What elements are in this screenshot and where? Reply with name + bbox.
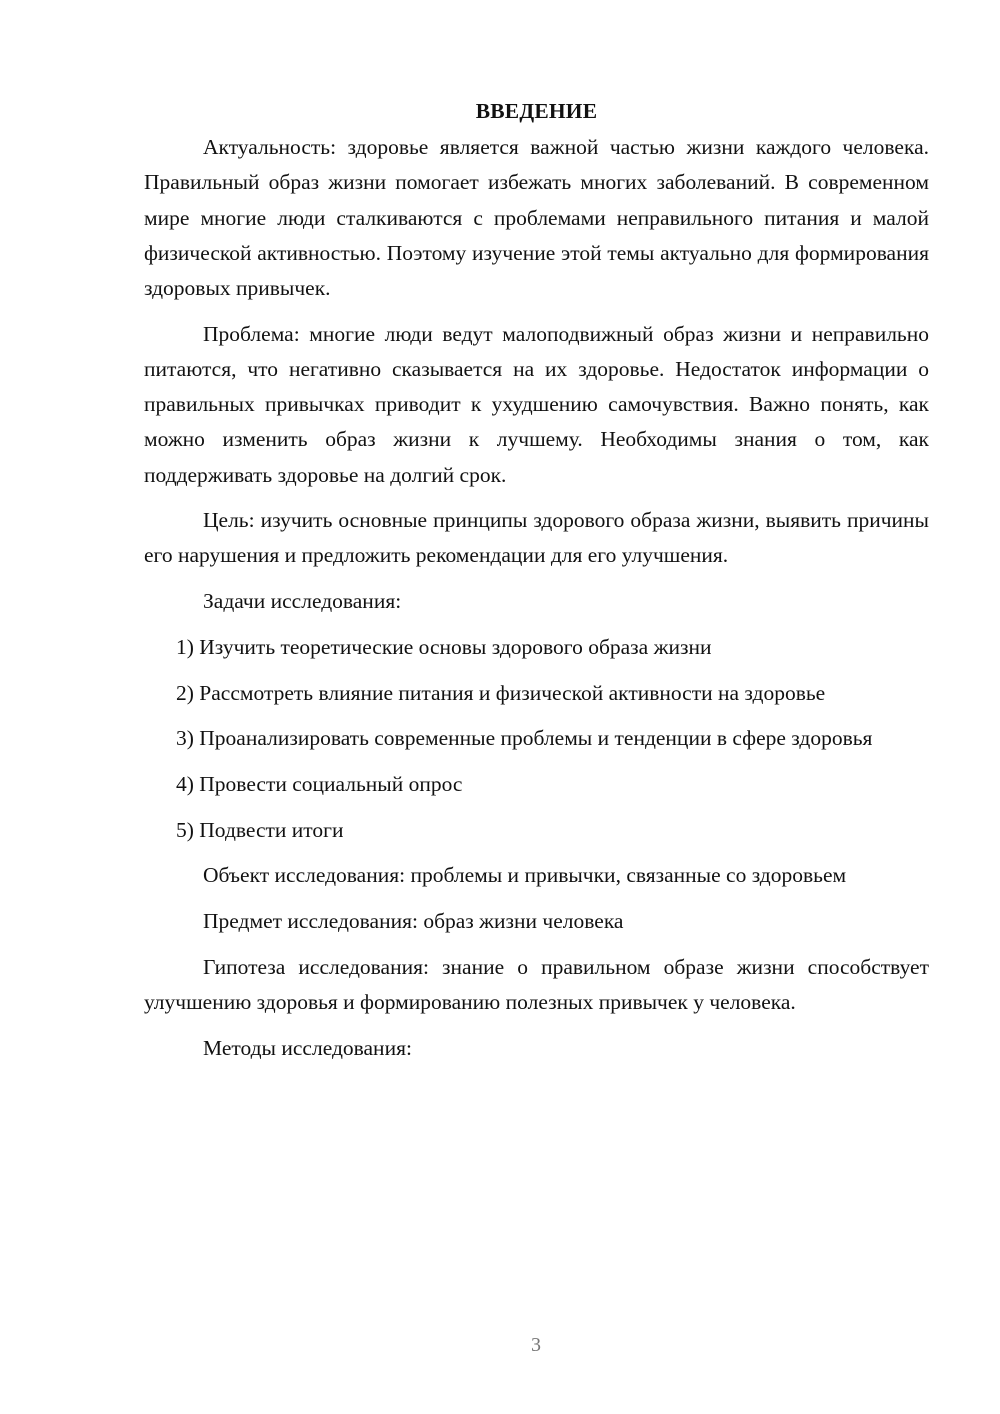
relevance-paragraph: Актуальность: здоровье является важной частью жизни каждого человека. Правильный образ жизни помогает избежать многих заболеваний. В современном мире многие люди сталкиваются с проблемами неправильного питания и малой физической активностью. Поэтому изучение этой темы актуально для формирования здоровых привычек. — [144, 135, 929, 301]
subject-paragraph: Предмет исследования: образ жизни человека — [203, 909, 624, 934]
task-item: 3) Проанализировать современные проблемы и тенденции в сфере здоровья — [176, 726, 873, 751]
hypothesis-paragraph: Гипотеза исследования: знание о правильном образе жизни способствует улучшению здоровья и формированию полезных привычек у человека. — [144, 954, 929, 1014]
goal-paragraph: Цель: изучить основные принципы здорового образа жизни, выявить причины его нарушения и предложить рекомендации для его улучшения. — [144, 508, 929, 568]
section-heading: ВВЕДЕНИЕ — [475, 99, 598, 123]
task-item: 4) Провести социальный опрос — [176, 771, 463, 796]
task-item: 5) Подвести итоги — [176, 817, 344, 842]
methods-title: Методы исследования: — [203, 1035, 412, 1060]
tasks-title: Задачи исследования: — [203, 589, 402, 614]
task-item: 1) Изучить теоретические основы здорового образа жизни — [176, 634, 712, 659]
task-item: 2) Рассмотреть влияние питания и физической активности на здоровье — [176, 680, 826, 705]
object-paragraph: Объект исследования: проблемы и привычки, связанные со здоровьем — [203, 863, 847, 888]
page-number: 3 — [531, 1334, 541, 1356]
problem-paragraph: Проблема: многие люди ведут малоподвижный образ жизни и неправильно питаются, что негативно сказывается на их здоровье. Недостаток информации о правильных привычках приводит к ухудшению самочувствия. Важно понять, как можно изменить образ жизни к лучшему. Необходимы знания о том, как поддерживать здоровье на долгий срок. — [144, 321, 929, 487]
page-content — [144, 94, 929, 1076]
